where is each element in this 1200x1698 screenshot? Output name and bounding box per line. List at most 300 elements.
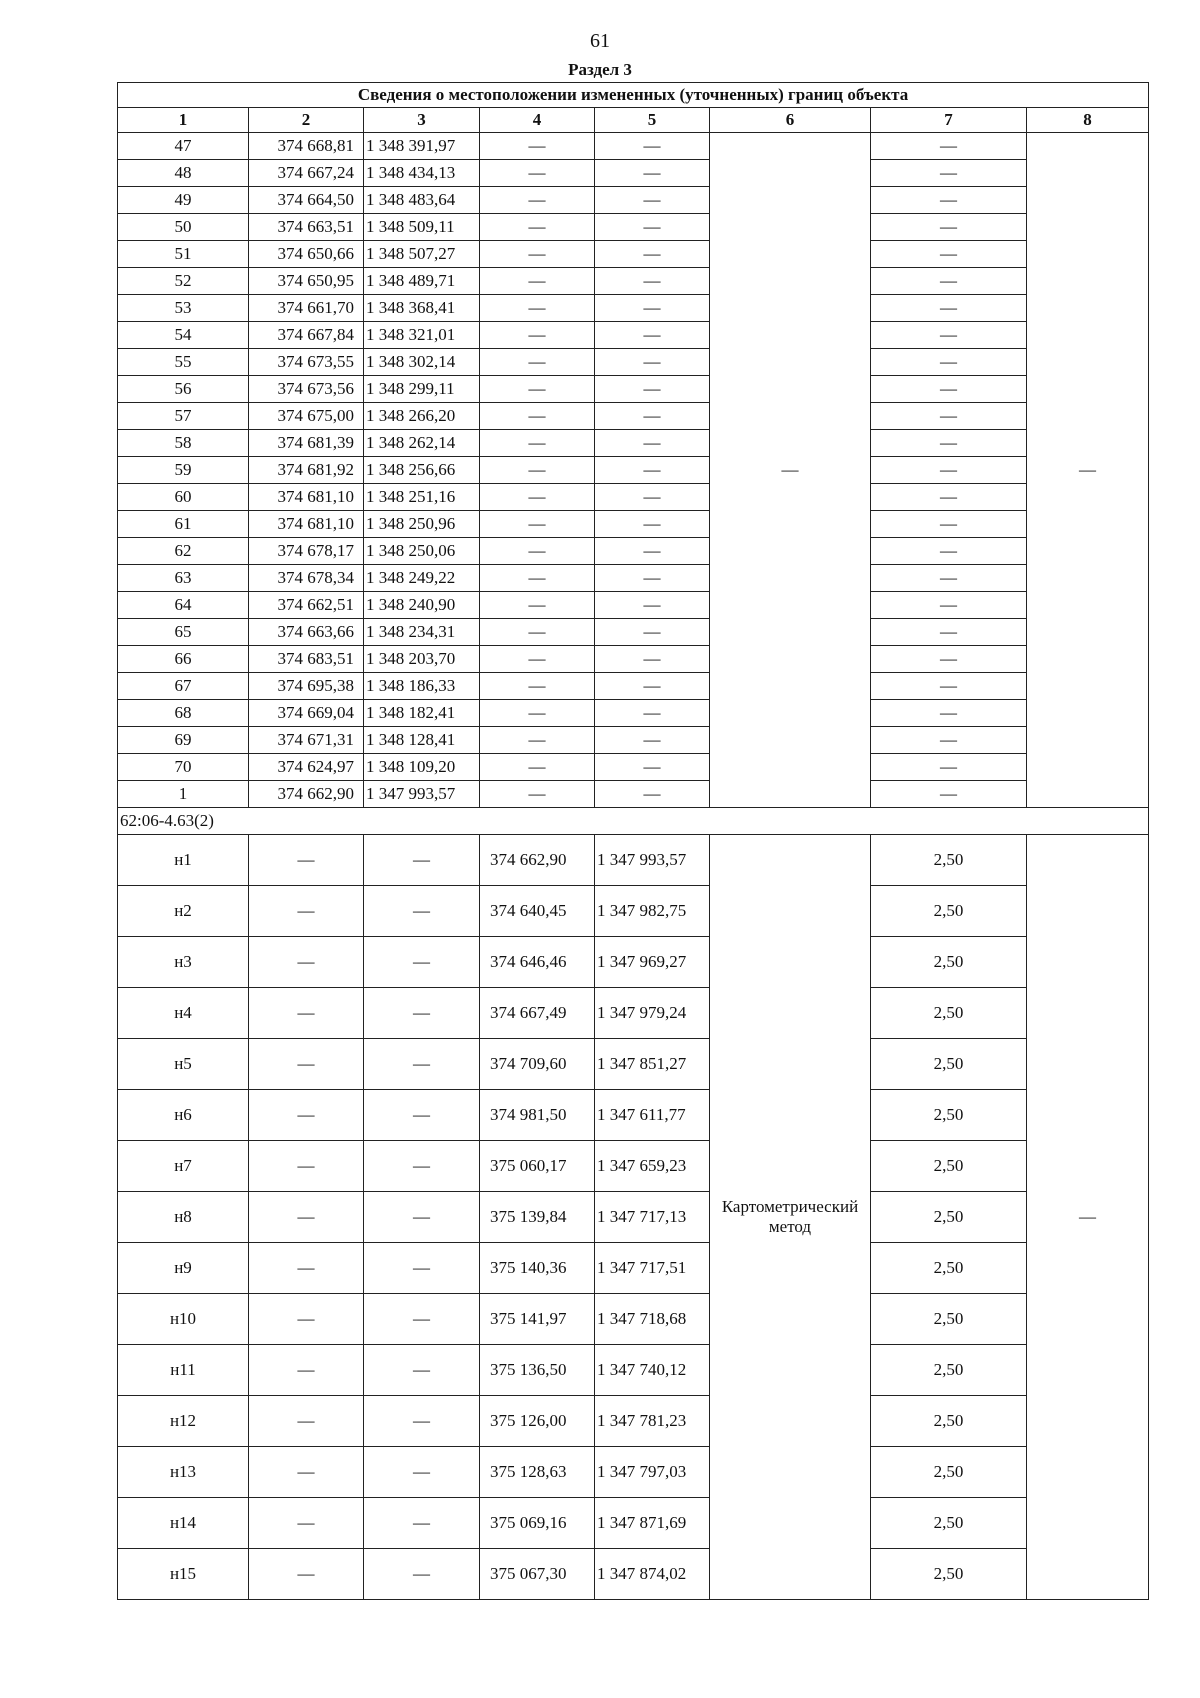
column-header: 3 — [364, 108, 480, 133]
y-coordinate-cell: — — [364, 1549, 480, 1600]
point-number-cell: н8 — [118, 1192, 249, 1243]
accuracy-cell: — — [871, 646, 1027, 673]
accuracy-cell: — — [871, 295, 1027, 322]
point-number-cell: 62 — [118, 538, 249, 565]
method-cell: Картометрический метод — [710, 835, 871, 1600]
table-row — [118, 133, 1149, 160]
new-x-cell: — — [480, 268, 595, 295]
new-y-cell: — — [595, 781, 710, 808]
accuracy-cell: — — [871, 160, 1027, 187]
new-y-cell: — — [595, 133, 710, 160]
x-coordinate-cell: — — [249, 1447, 364, 1498]
y-coordinate-cell: 1 348 182,41 — [364, 700, 480, 727]
y-coordinate-cell: — — [364, 1498, 480, 1549]
new-x-cell: 374 709,60 — [480, 1039, 595, 1090]
table-row — [118, 781, 1149, 808]
new-y-cell: 1 347 871,69 — [595, 1498, 710, 1549]
table-row — [118, 1294, 1149, 1345]
new-x-cell: — — [480, 484, 595, 511]
x-coordinate-cell: — — [249, 1039, 364, 1090]
table-row — [118, 592, 1149, 619]
x-coordinate-cell: 374 671,31 — [249, 727, 364, 754]
new-y-cell: — — [595, 538, 710, 565]
column-header: 2 — [249, 108, 364, 133]
point-number-cell: н13 — [118, 1447, 249, 1498]
new-y-cell: 1 347 718,68 — [595, 1294, 710, 1345]
point-number-cell: н9 — [118, 1243, 249, 1294]
table-row — [118, 322, 1149, 349]
accuracy-cell: 2,50 — [871, 1294, 1027, 1345]
table-row — [118, 484, 1149, 511]
new-y-cell: 1 347 717,51 — [595, 1243, 710, 1294]
point-number-cell: 57 — [118, 403, 249, 430]
y-coordinate-cell: — — [364, 1192, 480, 1243]
table-row — [118, 1243, 1149, 1294]
x-coordinate-cell: 374 669,04 — [249, 700, 364, 727]
cadastral-subheading: 62:06-4.63(2) — [118, 808, 1149, 835]
x-coordinate-cell: 374 678,34 — [249, 565, 364, 592]
accuracy-cell: — — [871, 457, 1027, 484]
subheading-row — [118, 808, 1149, 835]
accuracy-cell: 2,50 — [871, 1192, 1027, 1243]
new-x-cell: — — [480, 133, 595, 160]
y-coordinate-cell: — — [364, 1294, 480, 1345]
accuracy-cell: 2,50 — [871, 1498, 1027, 1549]
y-coordinate-cell: 1 348 509,11 — [364, 214, 480, 241]
x-coordinate-cell: — — [249, 1396, 364, 1447]
table-row — [118, 700, 1149, 727]
new-y-cell: — — [595, 322, 710, 349]
new-y-cell: — — [595, 268, 710, 295]
accuracy-cell: — — [871, 187, 1027, 214]
point-number-cell: н6 — [118, 1090, 249, 1141]
accuracy-cell: — — [871, 133, 1027, 160]
accuracy-cell: 2,50 — [871, 1549, 1027, 1600]
table-row — [118, 937, 1149, 988]
x-coordinate-cell: 374 668,81 — [249, 133, 364, 160]
new-x-cell: — — [480, 754, 595, 781]
new-x-cell: — — [480, 781, 595, 808]
y-coordinate-cell: 1 348 302,14 — [364, 349, 480, 376]
y-coordinate-cell: — — [364, 1447, 480, 1498]
point-number-cell: н14 — [118, 1498, 249, 1549]
new-y-cell: 1 347 982,75 — [595, 886, 710, 937]
point-number-cell: 55 — [118, 349, 249, 376]
table-row — [118, 457, 1149, 484]
new-y-cell: — — [595, 511, 710, 538]
point-number-cell: н1 — [118, 835, 249, 886]
table-row — [118, 886, 1149, 937]
new-x-cell: — — [480, 511, 595, 538]
boundary-table — [117, 82, 1149, 1600]
accuracy-cell: 2,50 — [871, 988, 1027, 1039]
y-coordinate-cell: 1 348 251,16 — [364, 484, 480, 511]
table-row — [118, 673, 1149, 700]
accuracy-cell: 2,50 — [871, 1396, 1027, 1447]
accuracy-cell: — — [871, 781, 1027, 808]
y-coordinate-cell: — — [364, 1243, 480, 1294]
x-coordinate-cell: — — [249, 835, 364, 886]
new-y-cell: — — [595, 754, 710, 781]
new-x-cell: 374 640,45 — [480, 886, 595, 937]
new-y-cell: 1 347 851,27 — [595, 1039, 710, 1090]
x-coordinate-cell: 374 673,55 — [249, 349, 364, 376]
x-coordinate-cell: — — [249, 1141, 364, 1192]
y-coordinate-cell: 1 348 234,31 — [364, 619, 480, 646]
table-row — [118, 1549, 1149, 1600]
y-coordinate-cell: — — [364, 1090, 480, 1141]
x-coordinate-cell: 374 673,56 — [249, 376, 364, 403]
new-x-cell: — — [480, 241, 595, 268]
y-coordinate-cell: 1 348 299,11 — [364, 376, 480, 403]
new-y-cell: — — [595, 430, 710, 457]
point-number-cell: н3 — [118, 937, 249, 988]
new-x-cell: 375 069,16 — [480, 1498, 595, 1549]
y-coordinate-cell: 1 348 489,71 — [364, 268, 480, 295]
new-x-cell: 374 646,46 — [480, 937, 595, 988]
point-number-cell: 63 — [118, 565, 249, 592]
point-number-cell: 58 — [118, 430, 249, 457]
point-number-cell: н12 — [118, 1396, 249, 1447]
x-coordinate-cell: 374 624,97 — [249, 754, 364, 781]
new-x-cell: — — [480, 295, 595, 322]
accuracy-cell: — — [871, 484, 1027, 511]
table-row — [118, 754, 1149, 781]
accuracy-cell: — — [871, 592, 1027, 619]
new-y-cell: 1 347 797,03 — [595, 1447, 710, 1498]
y-coordinate-cell: 1 348 507,27 — [364, 241, 480, 268]
x-coordinate-cell: 374 650,95 — [249, 268, 364, 295]
new-y-cell: 1 347 781,23 — [595, 1396, 710, 1447]
table-title: Сведения о местоположении измененных (уточненных) границ объекта — [118, 83, 1149, 108]
y-coordinate-cell: 1 348 256,66 — [364, 457, 480, 484]
table-row — [118, 1192, 1149, 1243]
accuracy-cell: — — [871, 727, 1027, 754]
x-coordinate-cell: — — [249, 988, 364, 1039]
table-row — [118, 538, 1149, 565]
y-coordinate-cell: 1 347 993,57 — [364, 781, 480, 808]
table-row — [118, 988, 1149, 1039]
new-y-cell: — — [595, 673, 710, 700]
column-header: 1 — [118, 108, 249, 133]
x-coordinate-cell: 374 683,51 — [249, 646, 364, 673]
y-coordinate-cell: 1 348 203,70 — [364, 646, 480, 673]
new-x-cell: — — [480, 619, 595, 646]
x-coordinate-cell: 374 681,92 — [249, 457, 364, 484]
point-number-cell: 48 — [118, 160, 249, 187]
y-coordinate-cell: 1 348 186,33 — [364, 673, 480, 700]
column-header: 5 — [595, 108, 710, 133]
new-x-cell: — — [480, 673, 595, 700]
x-coordinate-cell: 374 663,66 — [249, 619, 364, 646]
new-y-cell: 1 347 993,57 — [595, 835, 710, 886]
new-y-cell: — — [595, 484, 710, 511]
point-number-cell: 56 — [118, 376, 249, 403]
x-coordinate-cell: — — [249, 1294, 364, 1345]
x-coordinate-cell: — — [249, 1549, 364, 1600]
table-row — [118, 1141, 1149, 1192]
table-row — [118, 835, 1149, 886]
new-x-cell: 374 667,49 — [480, 988, 595, 1039]
new-y-cell: — — [595, 403, 710, 430]
accuracy-cell: — — [871, 376, 1027, 403]
x-coordinate-cell: 374 664,50 — [249, 187, 364, 214]
x-coordinate-cell: 374 662,90 — [249, 781, 364, 808]
new-x-cell: 374 662,90 — [480, 835, 595, 886]
x-coordinate-cell: — — [249, 937, 364, 988]
accuracy-cell: 2,50 — [871, 1345, 1027, 1396]
new-y-cell: — — [595, 187, 710, 214]
point-number-cell: 51 — [118, 241, 249, 268]
accuracy-cell: — — [871, 538, 1027, 565]
y-coordinate-cell: 1 348 262,14 — [364, 430, 480, 457]
new-x-cell: — — [480, 187, 595, 214]
point-number-cell: 49 — [118, 187, 249, 214]
new-y-cell: 1 347 717,13 — [595, 1192, 710, 1243]
y-coordinate-cell: 1 348 128,41 — [364, 727, 480, 754]
x-coordinate-cell: 374 681,10 — [249, 511, 364, 538]
y-coordinate-cell: — — [364, 988, 480, 1039]
new-x-cell: — — [480, 727, 595, 754]
table-row — [118, 241, 1149, 268]
y-coordinate-cell: — — [364, 1396, 480, 1447]
table-body — [118, 133, 1149, 1600]
accuracy-cell: — — [871, 754, 1027, 781]
point-number-cell: 70 — [118, 754, 249, 781]
y-coordinate-cell: — — [364, 1345, 480, 1396]
accuracy-cell: 2,50 — [871, 1090, 1027, 1141]
point-number-cell: 1 — [118, 781, 249, 808]
point-number-cell: н7 — [118, 1141, 249, 1192]
new-x-cell: — — [480, 646, 595, 673]
new-x-cell: 375 128,63 — [480, 1447, 595, 1498]
table-row — [118, 646, 1149, 673]
point-number-cell: н2 — [118, 886, 249, 937]
new-y-cell: — — [595, 727, 710, 754]
x-coordinate-cell: — — [249, 1243, 364, 1294]
accuracy-cell: — — [871, 565, 1027, 592]
new-y-cell: — — [595, 457, 710, 484]
point-number-cell: 61 — [118, 511, 249, 538]
accuracy-cell: 2,50 — [871, 1141, 1027, 1192]
point-number-cell: н11 — [118, 1345, 249, 1396]
new-x-cell: 374 981,50 — [480, 1090, 595, 1141]
table-row — [118, 511, 1149, 538]
new-y-cell: — — [595, 214, 710, 241]
new-x-cell: — — [480, 700, 595, 727]
accuracy-cell: 2,50 — [871, 1243, 1027, 1294]
x-coordinate-cell: 374 681,39 — [249, 430, 364, 457]
column-header: 4 — [480, 108, 595, 133]
table-row — [118, 268, 1149, 295]
new-x-cell: 375 136,50 — [480, 1345, 595, 1396]
new-y-cell: — — [595, 295, 710, 322]
point-number-cell: н4 — [118, 988, 249, 1039]
new-x-cell: 375 140,36 — [480, 1243, 595, 1294]
point-number-cell: 65 — [118, 619, 249, 646]
y-coordinate-cell: 1 348 321,01 — [364, 322, 480, 349]
new-y-cell: — — [595, 160, 710, 187]
point-number-cell: 68 — [118, 700, 249, 727]
table-row — [118, 1090, 1149, 1141]
new-y-cell: 1 347 979,24 — [595, 988, 710, 1039]
new-x-cell: 375 067,30 — [480, 1549, 595, 1600]
column-header: 8 — [1027, 108, 1149, 133]
y-coordinate-cell: 1 348 249,22 — [364, 565, 480, 592]
x-coordinate-cell: 374 681,10 — [249, 484, 364, 511]
x-coordinate-cell: — — [249, 1090, 364, 1141]
accuracy-cell: — — [871, 619, 1027, 646]
accuracy-cell: — — [871, 511, 1027, 538]
table-row — [118, 187, 1149, 214]
y-coordinate-cell: 1 348 483,64 — [364, 187, 480, 214]
table-row — [118, 1396, 1149, 1447]
new-y-cell: 1 347 740,12 — [595, 1345, 710, 1396]
column-header: 6 — [710, 108, 871, 133]
table-row — [118, 403, 1149, 430]
point-number-cell: 60 — [118, 484, 249, 511]
y-coordinate-cell: 1 348 391,97 — [364, 133, 480, 160]
accuracy-cell: — — [871, 241, 1027, 268]
point-number-cell: 67 — [118, 673, 249, 700]
x-coordinate-cell: — — [249, 1498, 364, 1549]
y-coordinate-cell: — — [364, 835, 480, 886]
point-number-cell: н10 — [118, 1294, 249, 1345]
point-number-cell: 50 — [118, 214, 249, 241]
y-coordinate-cell: 1 348 266,20 — [364, 403, 480, 430]
new-x-cell: — — [480, 565, 595, 592]
x-coordinate-cell: 374 662,51 — [249, 592, 364, 619]
y-coordinate-cell: — — [364, 1141, 480, 1192]
table-row — [118, 619, 1149, 646]
point-number-cell: 64 — [118, 592, 249, 619]
accuracy-cell: — — [871, 349, 1027, 376]
accuracy-cell: 2,50 — [871, 1039, 1027, 1090]
page-number: 61 — [590, 30, 610, 52]
point-number-cell: 59 — [118, 457, 249, 484]
new-y-cell: 1 347 659,23 — [595, 1141, 710, 1192]
new-x-cell: — — [480, 349, 595, 376]
new-y-cell: 1 347 969,27 — [595, 937, 710, 988]
accuracy-cell: 2,50 — [871, 937, 1027, 988]
new-y-cell: — — [595, 565, 710, 592]
y-coordinate-cell: 1 348 109,20 — [364, 754, 480, 781]
new-x-cell: 375 141,97 — [480, 1294, 595, 1345]
new-x-cell: — — [480, 538, 595, 565]
point-number-cell: 69 — [118, 727, 249, 754]
point-number-cell: 53 — [118, 295, 249, 322]
point-number-cell: н5 — [118, 1039, 249, 1090]
x-coordinate-cell: 374 678,17 — [249, 538, 364, 565]
table-row — [118, 349, 1149, 376]
y-coordinate-cell: — — [364, 937, 480, 988]
x-coordinate-cell: — — [249, 1345, 364, 1396]
table-row — [118, 1447, 1149, 1498]
accuracy-cell: — — [871, 673, 1027, 700]
new-y-cell: — — [595, 241, 710, 268]
accuracy-cell: — — [871, 322, 1027, 349]
description-cell: — — [1027, 835, 1149, 1600]
accuracy-cell: — — [871, 700, 1027, 727]
point-number-cell: 47 — [118, 133, 249, 160]
point-number-cell: 52 — [118, 268, 249, 295]
column-header-row — [118, 108, 1149, 133]
accuracy-cell: 2,50 — [871, 835, 1027, 886]
accuracy-cell: — — [871, 214, 1027, 241]
new-x-cell: — — [480, 376, 595, 403]
y-coordinate-cell: 1 348 434,13 — [364, 160, 480, 187]
table-row — [118, 565, 1149, 592]
new-y-cell: 1 347 611,77 — [595, 1090, 710, 1141]
accuracy-cell: — — [871, 430, 1027, 457]
x-coordinate-cell: 374 695,38 — [249, 673, 364, 700]
y-coordinate-cell: 1 348 368,41 — [364, 295, 480, 322]
table-row — [118, 295, 1149, 322]
accuracy-cell: — — [871, 268, 1027, 295]
x-coordinate-cell: 374 667,84 — [249, 322, 364, 349]
x-coordinate-cell: 374 667,24 — [249, 160, 364, 187]
table-row — [118, 160, 1149, 187]
column-header: 7 — [871, 108, 1027, 133]
new-x-cell: 375 126,00 — [480, 1396, 595, 1447]
new-y-cell: — — [595, 700, 710, 727]
method-cell: — — [710, 133, 871, 808]
new-y-cell: 1 347 874,02 — [595, 1549, 710, 1600]
y-coordinate-cell: 1 348 250,06 — [364, 538, 480, 565]
accuracy-cell: — — [871, 403, 1027, 430]
x-coordinate-cell: 374 650,66 — [249, 241, 364, 268]
x-coordinate-cell: 374 661,70 — [249, 295, 364, 322]
y-coordinate-cell: — — [364, 1039, 480, 1090]
x-coordinate-cell: — — [249, 886, 364, 937]
new-x-cell: — — [480, 403, 595, 430]
new-y-cell: — — [595, 376, 710, 403]
x-coordinate-cell: 374 675,00 — [249, 403, 364, 430]
table-row — [118, 727, 1149, 754]
new-x-cell: — — [480, 160, 595, 187]
new-x-cell: — — [480, 430, 595, 457]
accuracy-cell: 2,50 — [871, 1447, 1027, 1498]
accuracy-cell: 2,50 — [871, 886, 1027, 937]
new-y-cell: — — [595, 592, 710, 619]
section-title: Раздел 3 — [568, 60, 632, 79]
y-coordinate-cell: — — [364, 886, 480, 937]
x-coordinate-cell: 374 663,51 — [249, 214, 364, 241]
new-y-cell: — — [595, 646, 710, 673]
description-cell: — — [1027, 133, 1149, 808]
table-row — [118, 1039, 1149, 1090]
table-row — [118, 1345, 1149, 1396]
new-x-cell: 375 060,17 — [480, 1141, 595, 1192]
new-x-cell: — — [480, 214, 595, 241]
point-number-cell: 66 — [118, 646, 249, 673]
new-x-cell: — — [480, 457, 595, 484]
y-coordinate-cell: 1 348 240,90 — [364, 592, 480, 619]
point-number-cell: н15 — [118, 1549, 249, 1600]
new-y-cell: — — [595, 619, 710, 646]
new-x-cell: 375 139,84 — [480, 1192, 595, 1243]
new-x-cell: — — [480, 322, 595, 349]
new-x-cell: — — [480, 592, 595, 619]
point-number-cell: 54 — [118, 322, 249, 349]
table-row — [118, 1498, 1149, 1549]
table-row — [118, 430, 1149, 457]
table-row — [118, 376, 1149, 403]
table-row — [118, 214, 1149, 241]
new-y-cell: — — [595, 349, 710, 376]
x-coordinate-cell: — — [249, 1192, 364, 1243]
y-coordinate-cell: 1 348 250,96 — [364, 511, 480, 538]
